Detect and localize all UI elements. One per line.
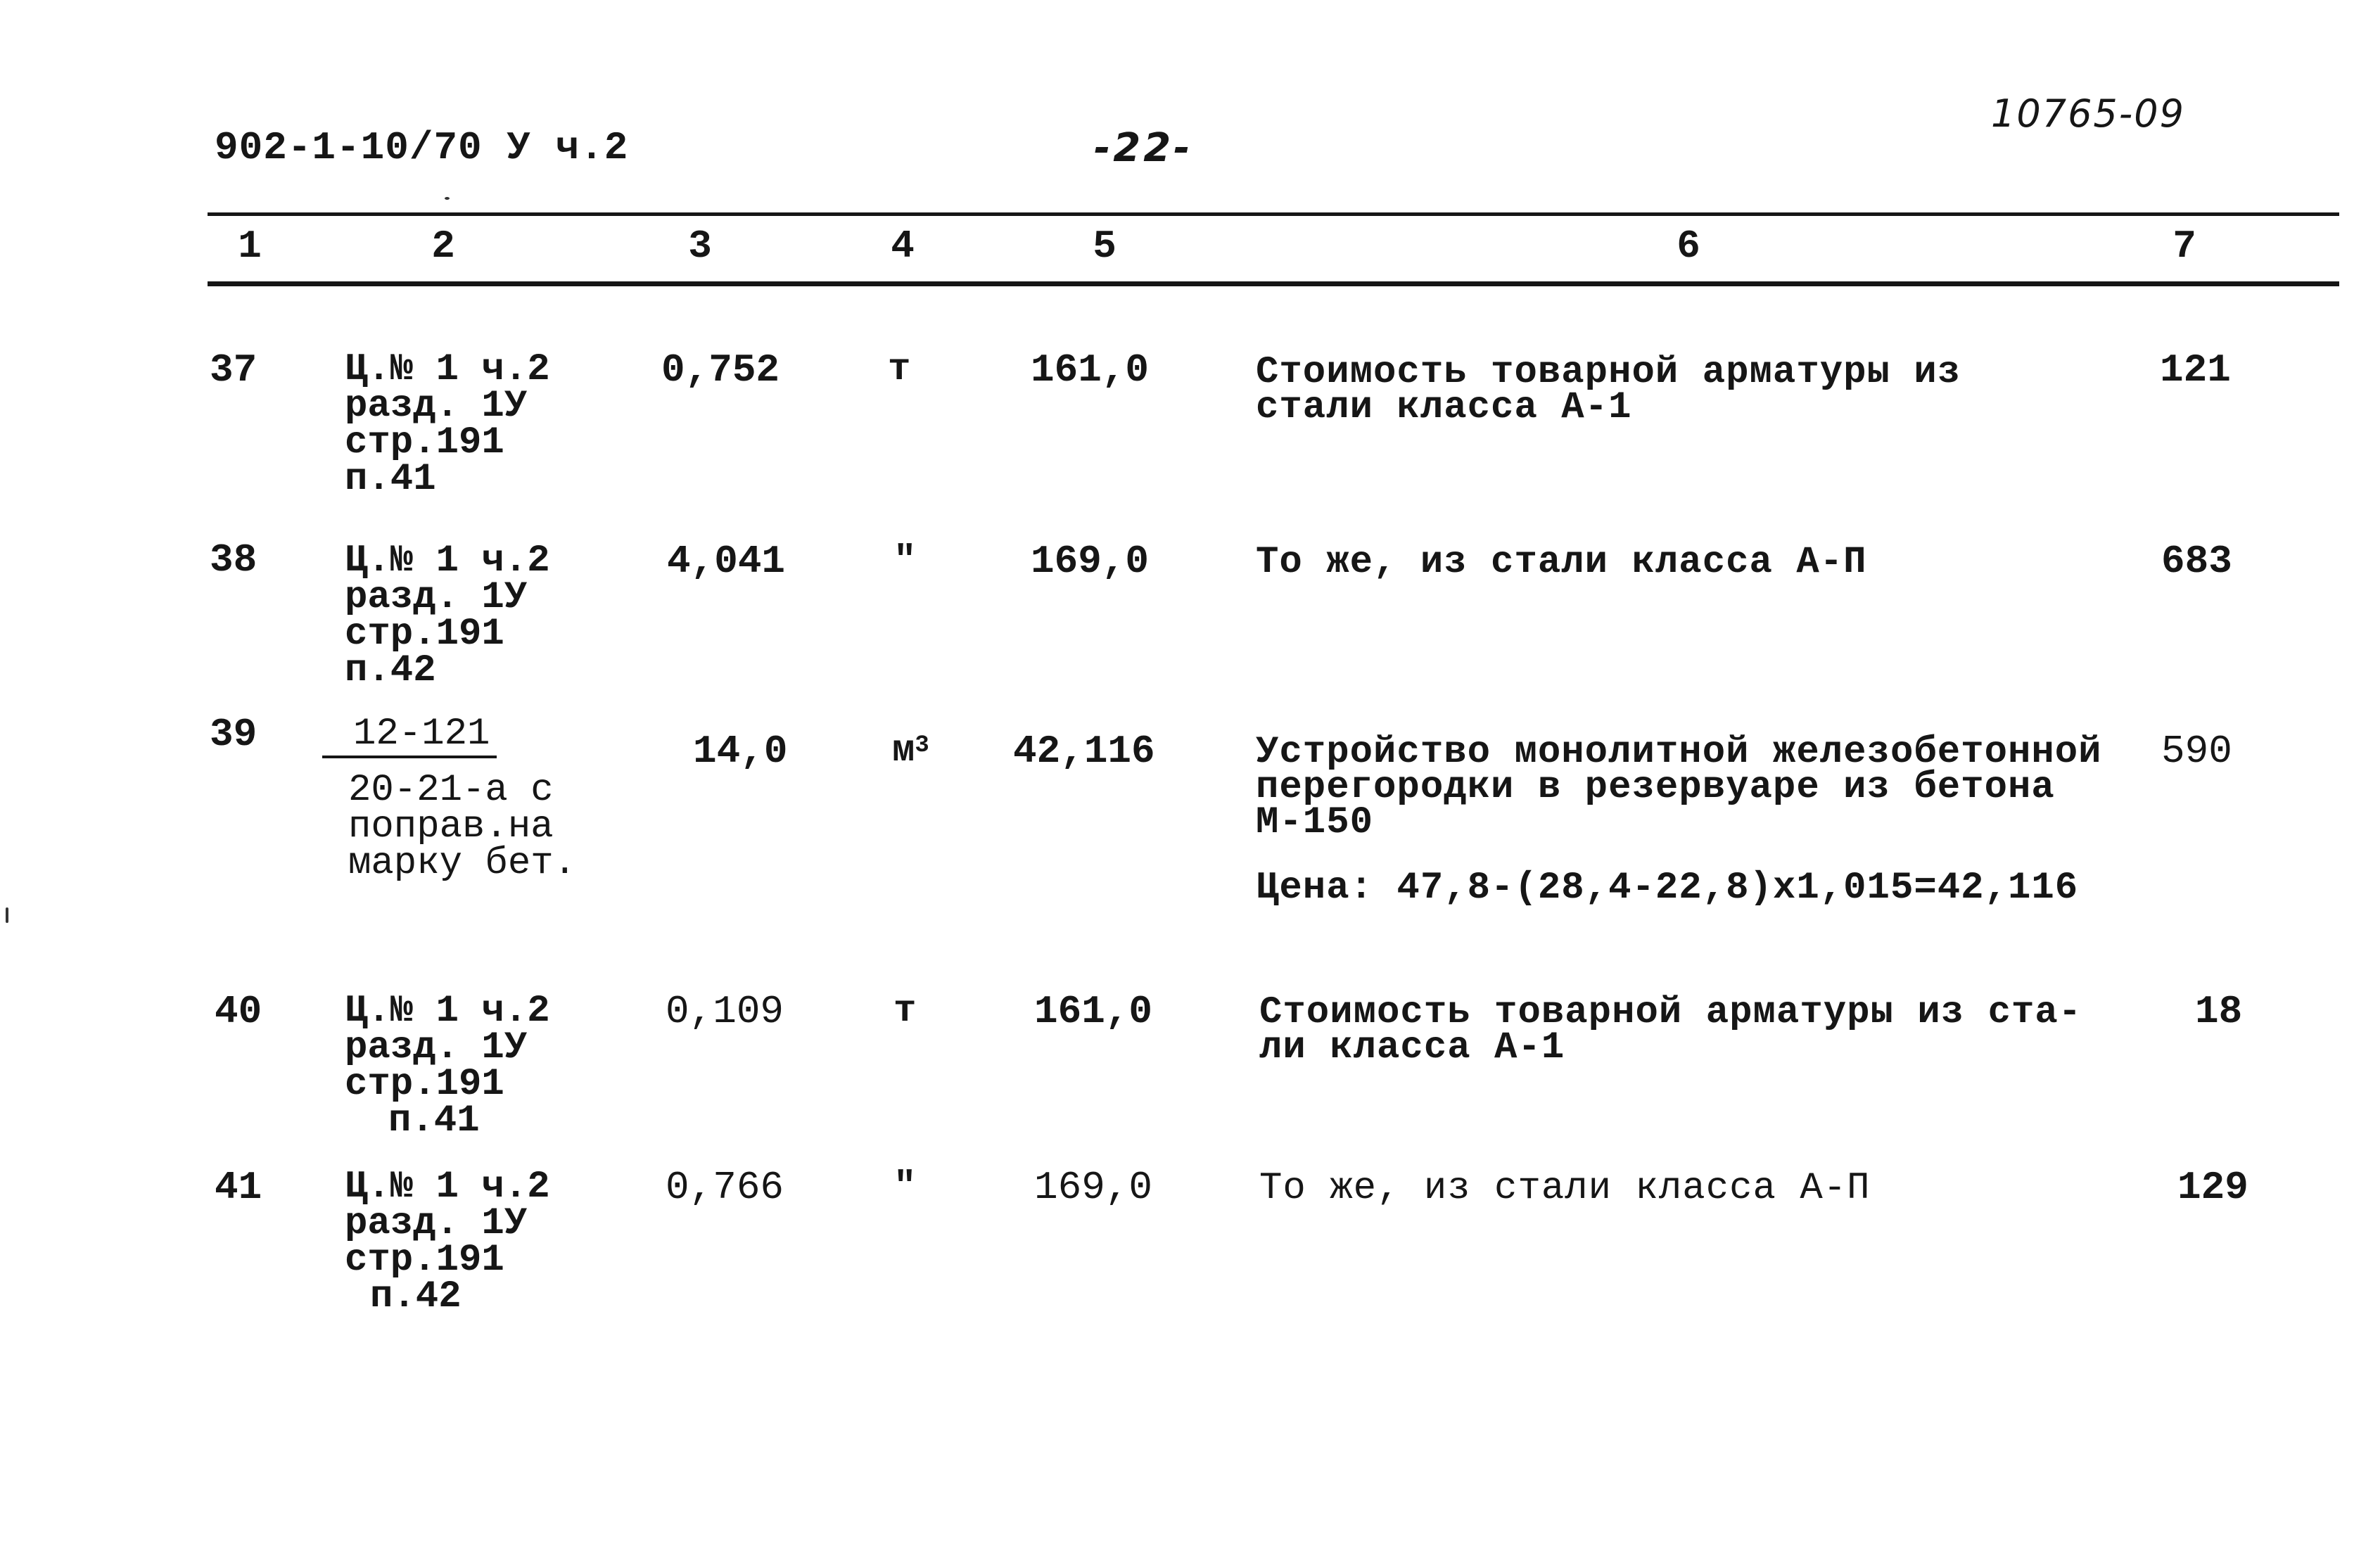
price-reference — [345, 348, 550, 501]
table-header-rule — [208, 281, 2339, 286]
ref-line: п.42 — [370, 1275, 462, 1318]
unit-base: м — [892, 729, 915, 772]
ref-line: 20-21-а с — [348, 769, 554, 812]
price-reference — [348, 769, 577, 885]
unit: " — [893, 1166, 917, 1209]
ref-line: разд. 1У — [345, 1026, 528, 1069]
work-description — [1259, 991, 2082, 1069]
ref-line: стр.191 — [345, 1239, 504, 1282]
ref-line: Ц.№ 1 ч.2 — [345, 348, 550, 391]
unit-price: 161,0 — [1034, 989, 1153, 1034]
desc-line: То же, из стали класса А-П — [1259, 1167, 1871, 1210]
work-description — [1256, 731, 2102, 844]
row-number: 37 — [210, 348, 257, 393]
unit-price: 161,0 — [1031, 348, 1150, 393]
table-top-rule — [208, 212, 2339, 216]
unit-price: 169,0 — [1031, 539, 1150, 584]
unit: " — [893, 540, 917, 582]
quantity: 4,041 — [667, 539, 786, 584]
page-number: -22- — [1094, 125, 1193, 171]
unit: т — [893, 990, 917, 1033]
unit-price: 169,0 — [1034, 1165, 1153, 1210]
desc-line: стали класса А-1 — [1256, 386, 1632, 429]
quantity: 14,0 — [693, 729, 788, 774]
ref-line: разд. 1У — [345, 576, 528, 619]
work-description — [1256, 351, 1961, 429]
ref-line: п.41 — [345, 458, 436, 501]
ref-line: стр.191 — [345, 1063, 504, 1106]
desc-line: То же, из стали класса А-П — [1256, 541, 1867, 584]
col-heading-2: 2 — [431, 224, 455, 269]
col-heading-7: 7 — [2172, 224, 2196, 269]
total-cost: 129 — [2177, 1165, 2248, 1210]
total-cost: 590 — [2161, 729, 2232, 774]
ref-line: поправ.на — [348, 805, 554, 848]
ref-line: стр.191 — [345, 421, 504, 464]
ref-line: Ц.№ 1 ч.2 — [345, 1166, 550, 1209]
work-description — [1259, 1167, 1871, 1210]
document-code: 902-1-10/70 У ч.2 — [215, 125, 629, 170]
row-number: 41 — [215, 1165, 262, 1210]
quantity: 0,109 — [666, 989, 784, 1034]
col-heading-3: 3 — [688, 224, 712, 269]
unit: т — [888, 348, 911, 391]
col-heading-5: 5 — [1093, 224, 1116, 269]
col-heading-1: 1 — [238, 224, 262, 269]
row-number: 40 — [215, 989, 262, 1034]
norm-reference-numerator — [322, 713, 497, 758]
fraction-numerator: 12-121 — [322, 716, 497, 758]
ref-line: п.42 — [345, 649, 436, 692]
price-reference — [345, 540, 550, 692]
ref-line: стр.191 — [345, 613, 504, 656]
col-heading-6: 6 — [1677, 224, 1700, 269]
archive-number: 10765-09 — [1991, 91, 2185, 136]
unit-price: 42,116 — [1013, 729, 1155, 774]
ref-line: Ц.№ 1 ч.2 — [345, 540, 550, 582]
desc-line: Устройство монолитной железобетонной — [1256, 731, 2102, 774]
col-heading-4: 4 — [891, 224, 915, 269]
row-number: 39 — [210, 712, 257, 757]
quantity: 0,752 — [661, 348, 780, 393]
quantity: 0,766 — [666, 1165, 784, 1210]
ref-line: разд. 1У — [345, 1202, 528, 1245]
total-cost: 683 — [2161, 539, 2232, 584]
ref-line: марку бет. — [348, 842, 577, 885]
row-number: 38 — [210, 537, 257, 582]
price-reference — [345, 1166, 550, 1318]
scan-speck — [6, 907, 8, 923]
desc-line: Стоимость товарной арматуры из ста- — [1259, 991, 2082, 1034]
desc-line: М-150 — [1256, 801, 1374, 844]
price-reference — [345, 990, 550, 1142]
total-cost: 121 — [2160, 348, 2231, 393]
total-cost: 18 — [2195, 989, 2243, 1034]
price-formula: Цена: 47,8-(28,4-22,8)х1,015=42,116 — [1256, 867, 2079, 910]
work-description — [1256, 541, 1867, 584]
ref-line: разд. 1У — [345, 385, 528, 428]
ref-line: Ц.№ 1 ч.2 — [345, 990, 550, 1033]
scan-speck — [445, 197, 450, 200]
unit-exponent: 3 — [915, 732, 929, 759]
desc-line: перегородки в резервуаре из бетона — [1256, 766, 2055, 809]
unit — [892, 729, 929, 772]
desc-line: Стоимость товарной арматуры из — [1256, 351, 1961, 394]
ref-line: п.41 — [388, 1099, 480, 1142]
desc-line: ли класса А-1 — [1259, 1026, 1565, 1069]
